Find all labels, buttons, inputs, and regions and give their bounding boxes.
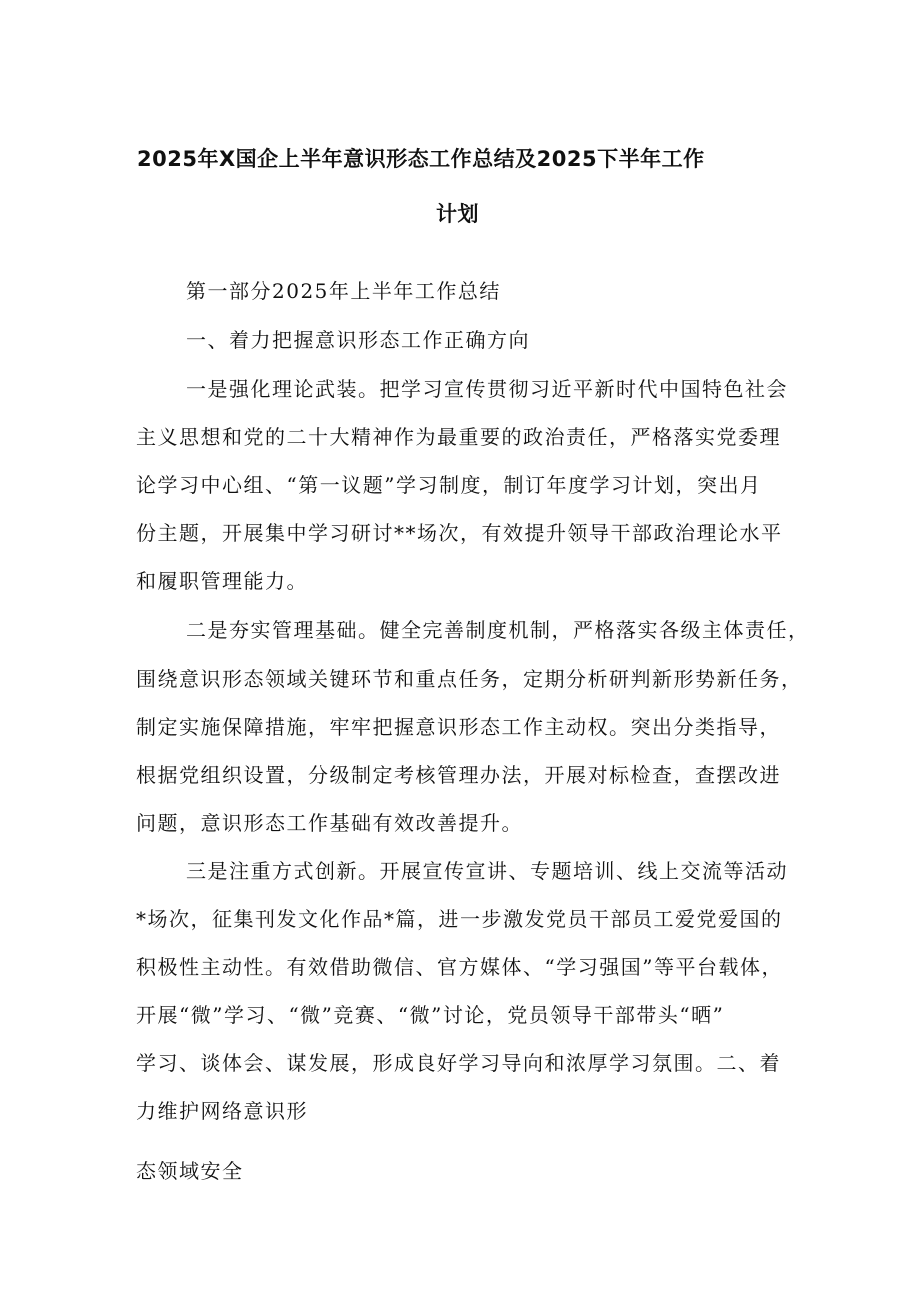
paragraph-line: 一是强化理论武装。把学习宣传贯彻习近平新时代中国特色社会 (186, 377, 788, 401)
section-heading: 一、着力把握意识形态工作正确方向 (186, 328, 530, 352)
paragraph-line: 和履职管理能力。 (136, 569, 308, 593)
paragraph-line: 围绕意识形态领域关键环节和重点任务，定期分析研判新形势新任务， (136, 667, 803, 691)
part-heading: 第一部分2025年上半年工作总结 (186, 279, 501, 303)
paragraph-line: 份主题，开展集中学习研讨**场次，有效提升领导干部政治理论水平 (136, 521, 783, 545)
paragraph-line: 学习、谈体会、谋发展，形成良好学习导向和浓厚学习氛围。二、着 (136, 1051, 781, 1075)
paragraph-line: 制定实施保障措施，牢牢把握意识形态工作主动权。突出分类指导， (136, 715, 781, 739)
paragraph-line: 三是注重方式创新。开展宣传宣讲、专题培训、线上交流等活动 (186, 859, 788, 883)
paragraph-line: 开展“微”学习、“微”竞赛、“微”讨论，党员领导干部带头“晒” (136, 1003, 725, 1027)
document-title-line-2: 计划 (436, 202, 479, 226)
document-title-line-1: 2025年X国企上半年意识形态工作总结及2025下半年工作 (137, 147, 705, 171)
paragraph-line: *场次，征集刊发文化作品*篇，进一步激发党员干部员工爱党爱国的 (136, 907, 783, 931)
paragraph-line: 根据党组织设置，分级制定考核管理办法，开展对标检查，查摆改进 (136, 763, 781, 787)
paragraph-line: 二是夯实管理基础。健全完善制度机制，严格落实各级主体责任， (186, 618, 810, 642)
paragraph-line: 主义思想和党的二十大精神作为最重要的政治责任，严格落实党委理 (136, 425, 781, 449)
paragraph-line: 力维护网络意识形 (136, 1099, 308, 1123)
paragraph-line: 积极性主动性。有效借助微信、官方媒体、“学习强国”等平台载体， (136, 955, 783, 979)
paragraph-line: 论学习中心组、“第一议题”学习制度，制订年度学习计划，突出月 (136, 473, 762, 497)
paragraph-line: 问题，意识形态工作基础有效改善提升。 (136, 811, 523, 835)
paragraph-line: 态领域安全 (136, 1159, 244, 1183)
